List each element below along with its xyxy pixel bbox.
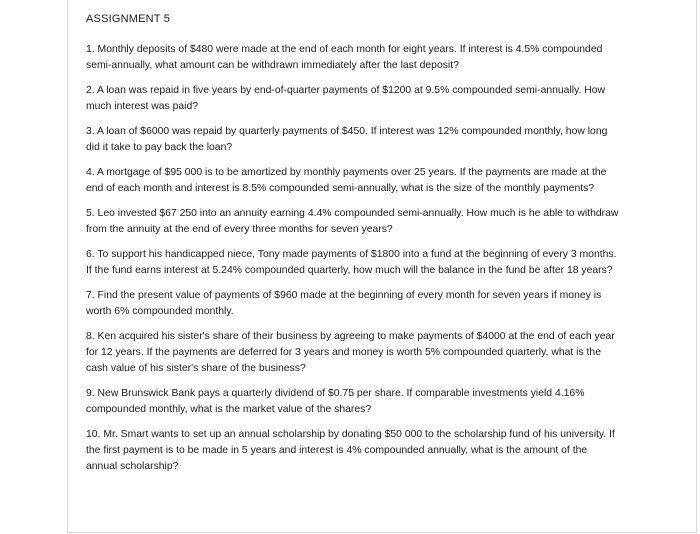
question-list	[86, 42, 621, 484]
question-3: 3. A loan of $6000 was repaid by quarterly payments of $450. If interest was 12% compounded monthly, how long did it take to pay back the loan?	[86, 126, 608, 153]
question-10: 10. Mr. Smart wants to set up an annual scholarship by donating $50 000 to the scholarship fund of his university. If the first payment is to be made in 5 years and interest is 4% compounded annually, what is the amount of the annual scholarship?	[86, 429, 615, 472]
question-5: 5. Leo invested $67 250 into an annuity earning 4.4% compounded semi-annually. How much is he able to withdraw from the annuity at the end of every three months for seven years?	[86, 208, 619, 235]
document-title: ASSIGNMENT 5	[86, 13, 171, 25]
question-7: 7. Find the present value of payments of $960 made at the beginning of every month for seven years if money is worth 6% compounded monthly.	[86, 290, 602, 317]
question-2: 2. A loan was repaid in five years by end-of-quarter payments of $1200 at 9.5% compounded semi-annually. How much interest was paid?	[86, 85, 606, 112]
question-6: 6. To support his handicapped niece, Tony made payments of $1800 into a fund at the beginning of every 3 months. If the fund earns interest at 5.24% compounded quarterly, how much will the balance in the fund be after 18 years?	[86, 249, 617, 276]
question-4: 4. A mortgage of $95 000 is to be amortized by monthly payments over 25 years. If the payments are made at the end of each month and interest is 8.5% compounded semi-annually, what is the size of the monthly payments?	[86, 167, 607, 194]
question-8: 8. Ken acquired his sister's share of their business by agreeing to make payments of $4000 at the end of each year for 12 years. If the payments are deferred for 3 years and money is worth 5% compounded quarterly, what is the cash value of his sister's share of the business?	[86, 331, 615, 374]
question-9: 9. New Brunswick Bank pays a quarterly dividend of $0.75 per share. If comparable investments yield 4.16% compounded monthly, what is the market value of the shares?	[86, 388, 585, 415]
question-1: 1. Monthly deposits of $480 were made at the end of each month for eight years. If interest is 4.5% compounded semi-annually, what amount can be withdrawn immediately after the last deposit?	[86, 44, 603, 71]
